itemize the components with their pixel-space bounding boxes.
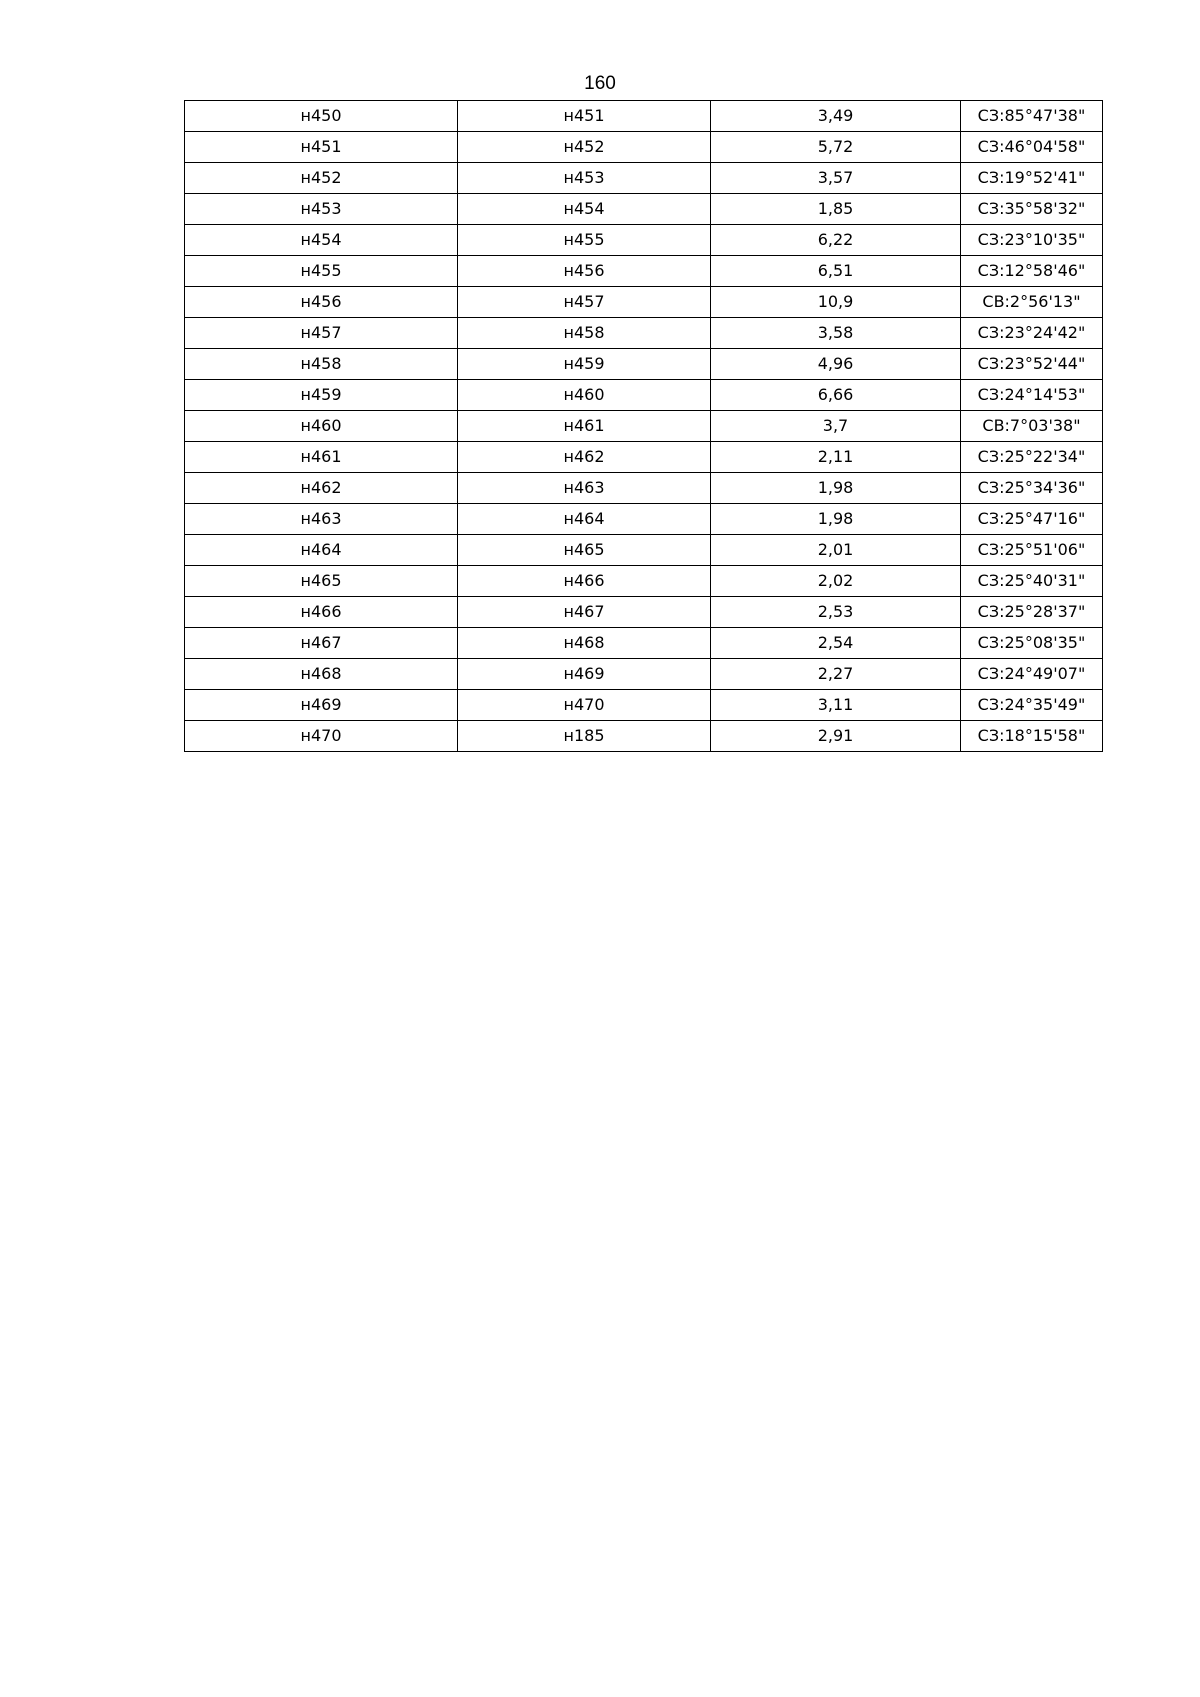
to-point-cell: н458 <box>458 318 711 349</box>
length-cell: 3,49 <box>711 101 961 132</box>
bearing-cell: СЗ:25°22'34" <box>961 442 1103 473</box>
bearing-cell: СЗ:25°34'36" <box>961 473 1103 504</box>
page-number: 160 <box>584 73 616 94</box>
bearing-cell: СЗ:24°14'53" <box>961 380 1103 411</box>
bearing-cell: СЗ:46°04'58" <box>961 132 1103 163</box>
table-row <box>185 442 1103 473</box>
table-row <box>185 256 1103 287</box>
table-row <box>185 597 1103 628</box>
to-point-cell: н461 <box>458 411 711 442</box>
to-point-cell: н462 <box>458 442 711 473</box>
to-point-cell: н469 <box>458 659 711 690</box>
table-row <box>185 411 1103 442</box>
table-row <box>185 473 1103 504</box>
from-point-cell: н468 <box>185 659 458 690</box>
table-row <box>185 690 1103 721</box>
table-row <box>185 132 1103 163</box>
bearing-cell: СЗ:25°40'31" <box>961 566 1103 597</box>
boundary-bearings-table <box>184 100 1103 752</box>
table-row <box>185 225 1103 256</box>
from-point-cell: н452 <box>185 163 458 194</box>
length-cell: 2,02 <box>711 566 961 597</box>
length-cell: 10,9 <box>711 287 961 318</box>
from-point-cell: н456 <box>185 287 458 318</box>
length-cell: 6,22 <box>711 225 961 256</box>
length-cell: 2,91 <box>711 721 961 752</box>
length-cell: 2,27 <box>711 659 961 690</box>
from-point-cell: н462 <box>185 473 458 504</box>
table-row <box>185 380 1103 411</box>
bearing-cell: СЗ:25°08'35" <box>961 628 1103 659</box>
to-point-cell: н470 <box>458 690 711 721</box>
from-point-cell: н464 <box>185 535 458 566</box>
bearing-cell: СЗ:25°47'16" <box>961 504 1103 535</box>
table-row <box>185 101 1103 132</box>
bearing-cell: СВ:2°56'13" <box>961 287 1103 318</box>
from-point-cell: н460 <box>185 411 458 442</box>
from-point-cell: н450 <box>185 101 458 132</box>
bearing-cell: СЗ:25°28'37" <box>961 597 1103 628</box>
table-row <box>185 318 1103 349</box>
bearing-cell: СЗ:24°35'49" <box>961 690 1103 721</box>
to-point-cell: н457 <box>458 287 711 318</box>
length-cell: 3,11 <box>711 690 961 721</box>
bearing-cell: СЗ:35°58'32" <box>961 194 1103 225</box>
from-point-cell: н454 <box>185 225 458 256</box>
from-point-cell: н457 <box>185 318 458 349</box>
length-cell: 1,85 <box>711 194 961 225</box>
bearing-cell: СЗ:25°51'06" <box>961 535 1103 566</box>
table-row <box>185 504 1103 535</box>
to-point-cell: н466 <box>458 566 711 597</box>
length-cell: 3,7 <box>711 411 961 442</box>
bearing-cell: СВ:7°03'38" <box>961 411 1103 442</box>
to-point-cell: н460 <box>458 380 711 411</box>
to-point-cell: н452 <box>458 132 711 163</box>
from-point-cell: н469 <box>185 690 458 721</box>
table-row <box>185 659 1103 690</box>
to-point-cell: н455 <box>458 225 711 256</box>
length-cell: 3,58 <box>711 318 961 349</box>
table-row <box>185 628 1103 659</box>
bearing-cell: СЗ:18°15'58" <box>961 721 1103 752</box>
bearing-cell: СЗ:23°24'42" <box>961 318 1103 349</box>
from-point-cell: н459 <box>185 380 458 411</box>
length-cell: 4,96 <box>711 349 961 380</box>
length-cell: 2,54 <box>711 628 961 659</box>
length-cell: 3,57 <box>711 163 961 194</box>
table-body <box>185 101 1103 752</box>
length-cell: 1,98 <box>711 504 961 535</box>
to-point-cell: н459 <box>458 349 711 380</box>
to-point-cell: н465 <box>458 535 711 566</box>
length-cell: 2,53 <box>711 597 961 628</box>
to-point-cell: н453 <box>458 163 711 194</box>
length-cell: 2,01 <box>711 535 961 566</box>
length-cell: 1,98 <box>711 473 961 504</box>
to-point-cell: н463 <box>458 473 711 504</box>
table-row <box>185 287 1103 318</box>
to-point-cell: н451 <box>458 101 711 132</box>
length-cell: 6,66 <box>711 380 961 411</box>
from-point-cell: н453 <box>185 194 458 225</box>
table-row <box>185 163 1103 194</box>
to-point-cell: н456 <box>458 256 711 287</box>
length-cell: 6,51 <box>711 256 961 287</box>
from-point-cell: н467 <box>185 628 458 659</box>
to-point-cell: н185 <box>458 721 711 752</box>
length-cell: 5,72 <box>711 132 961 163</box>
length-cell: 2,11 <box>711 442 961 473</box>
bearing-cell: СЗ:12°58'46" <box>961 256 1103 287</box>
from-point-cell: н451 <box>185 132 458 163</box>
bearing-cell: СЗ:23°10'35" <box>961 225 1103 256</box>
table-row <box>185 535 1103 566</box>
to-point-cell: н464 <box>458 504 711 535</box>
bearing-cell: СЗ:24°49'07" <box>961 659 1103 690</box>
bearing-cell: СЗ:23°52'44" <box>961 349 1103 380</box>
to-point-cell: н468 <box>458 628 711 659</box>
from-point-cell: н463 <box>185 504 458 535</box>
to-point-cell: н467 <box>458 597 711 628</box>
bearing-cell: СЗ:19°52'41" <box>961 163 1103 194</box>
from-point-cell: н470 <box>185 721 458 752</box>
from-point-cell: н466 <box>185 597 458 628</box>
table-row <box>185 721 1103 752</box>
from-point-cell: н455 <box>185 256 458 287</box>
from-point-cell: н458 <box>185 349 458 380</box>
table-row <box>185 194 1103 225</box>
table-row <box>185 566 1103 597</box>
from-point-cell: н465 <box>185 566 458 597</box>
table-row <box>185 349 1103 380</box>
from-point-cell: н461 <box>185 442 458 473</box>
bearing-cell: СЗ:85°47'38" <box>961 101 1103 132</box>
to-point-cell: н454 <box>458 194 711 225</box>
